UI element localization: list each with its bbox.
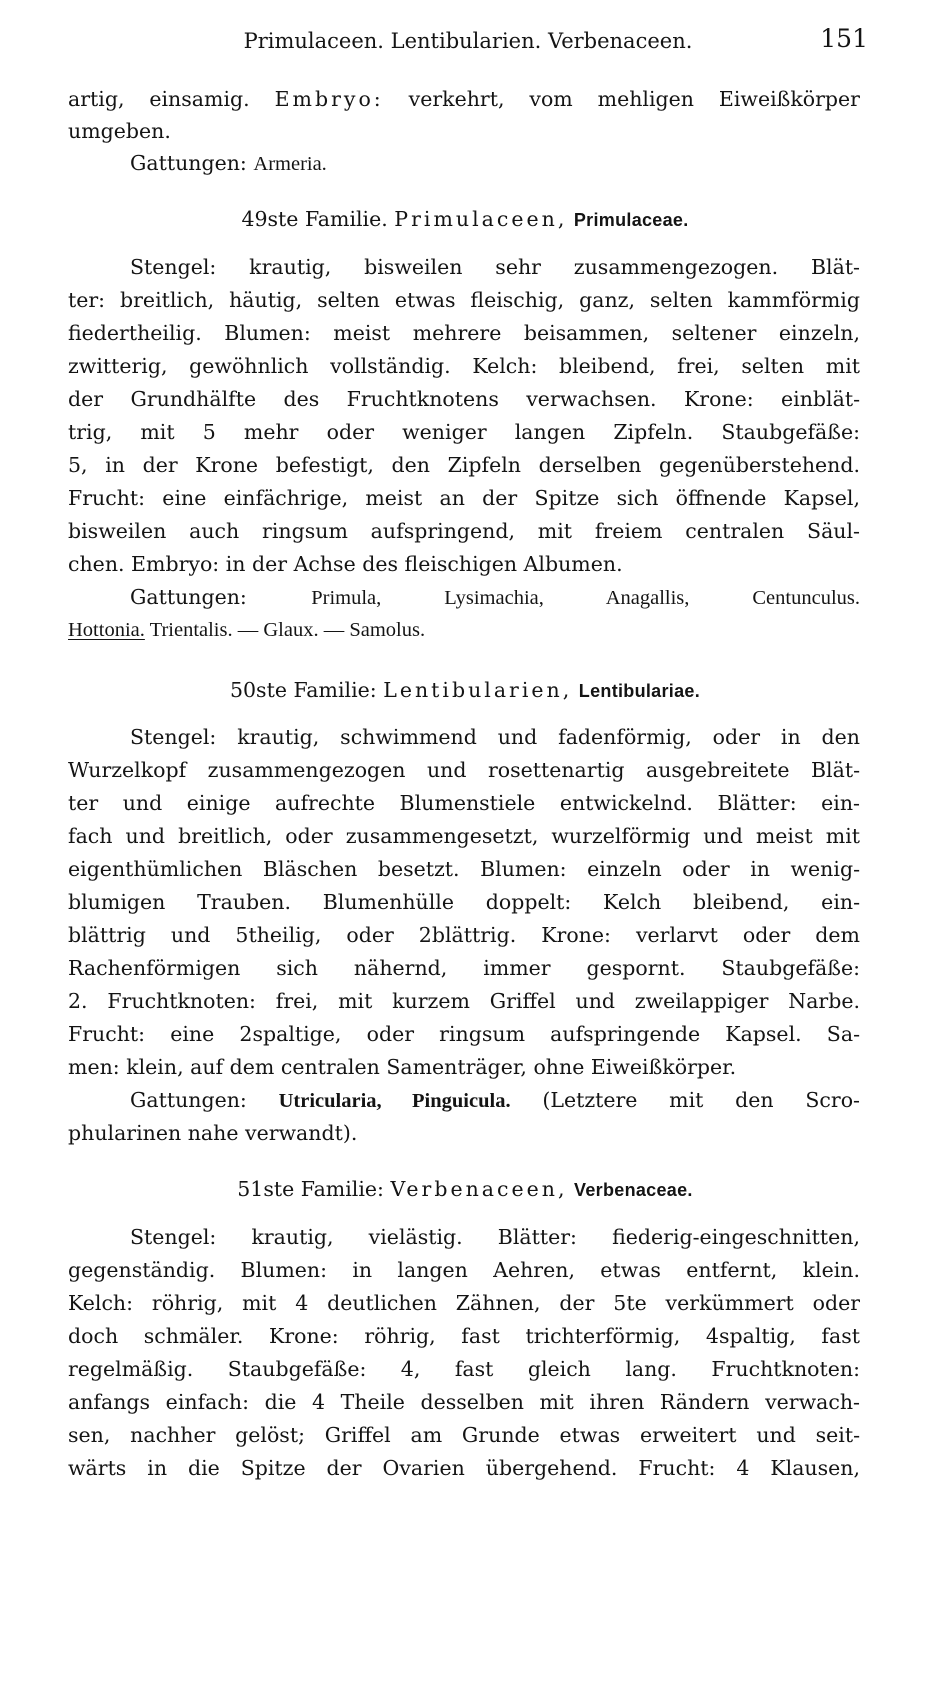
text-line: Stengel: krautig, vielästig. Blätter: fiederig-eingeschnitten, <box>130 1225 860 1249</box>
text-line: doch schmäler. Krone: röhrig, fast trichterförmig, 4spaltig, fast <box>68 1324 860 1348</box>
text-line: umgeben. <box>68 119 171 143</box>
text-line: 2. Fruchtknoten: frei, mit kurzem Griffel und zweilappiger Narbe. <box>68 989 860 1013</box>
text-line: Rachenförmigen sich nähernd, immer gespornt. Staubgefäße: <box>68 956 860 980</box>
text-line: regelmäßig. Staubgefäße: 4, fast gleich lang. Fruchtknoten: <box>68 1357 860 1381</box>
genera-note: (Letztere mit den Scro- <box>542 1088 860 1112</box>
text-line: men: klein, auf dem centralen Samenträger, ohne Eiweißkörper. <box>68 1055 737 1079</box>
family-number: 50ste Familie: <box>229 678 377 702</box>
genera-line <box>130 1083 860 1117</box>
family-number: 51ste Familie: <box>237 1177 384 1201</box>
genera-label: Gattungen: <box>130 151 247 175</box>
text-line: zwitterig, gewöhnlich vollständig. Kelch: bleibend, frei, selten mit <box>68 354 860 378</box>
genera-label: Gattungen: <box>130 1088 247 1112</box>
family-heading <box>0 202 930 236</box>
genera-label: Gattungen: <box>130 585 247 609</box>
genera-value: Armeria. <box>253 153 327 175</box>
genera-line <box>68 613 860 647</box>
text-line: ter und einige aufrechte Blumenstiele entwickelnd. Blätter: ein- <box>68 791 860 815</box>
family-heading <box>0 673 930 707</box>
family-name: Lentibularien, <box>383 678 573 702</box>
text-line: bisweilen auch ringsum aufspringend, mit freiem centralen Säul- <box>68 519 860 543</box>
text-line: Frucht: eine 2spaltige, oder ringsum aufspringende Kapsel. Sa- <box>68 1022 860 1046</box>
genera-line <box>130 580 860 614</box>
text-line: gegenständig. Blumen: in langen Aehren, etwas entfernt, klein. <box>68 1258 860 1282</box>
text-line: Stengel: krautig, bisweilen sehr zusammengezogen. Blät- <box>130 255 860 279</box>
text-line: fach und breitlich, oder zusammengesetzt, wurzelförmig und meist mit <box>68 824 860 848</box>
genera-line <box>130 146 860 180</box>
family-latin-name: Primulaceae. <box>573 210 689 230</box>
text-line: der Grundhälfte des Fruchtknotens verwachsen. Krone: einblät- <box>68 387 860 411</box>
text-span: artig, einsamig. <box>68 87 250 111</box>
text-line: 5, in der Krone befestigt, den Zipfeln derselben gegenüberstehend. <box>68 453 860 477</box>
page-number: 151 <box>820 24 868 53</box>
text-line: blättrig und 5theilig, oder 2blättrig. Krone: verlarvt oder dem <box>68 923 860 947</box>
family-latin-name: Verbenaceae. <box>574 1180 693 1200</box>
genera-value: Utricularia, Pinguicula. <box>278 1090 511 1112</box>
running-title: Primulaceen. Lentibularien. Verbenaceen. <box>243 29 693 53</box>
family-name: Verbenaceen, <box>390 1177 568 1201</box>
text-line: trig, mit 5 mehr oder weniger langen Zipfeln. Staubgefäße: <box>68 420 860 444</box>
text-line: fiedertheilig. Blumen: meist mehrere beisammen, seltener einzeln, <box>68 321 860 345</box>
genera-value: Trientalis. — Glaux. — Samolus. <box>149 619 426 641</box>
text-line: blumigen Trauben. Blumenhülle doppelt: Kelch bleibend, ein- <box>68 890 860 914</box>
family-heading <box>0 1172 930 1206</box>
family-number: 49ste Familie. <box>241 207 388 231</box>
text-line: eigenthümlichen Bläschen besetzt. Blumen: einzeln oder in wenig- <box>68 857 860 881</box>
text-line: Wurzelkopf zusammengezogen und rosettenartig ausgebreitete Blät- <box>68 758 860 782</box>
family-latin-name: Lentibulariae. <box>578 681 701 701</box>
text-span: verkehrt, vom mehligen Eiweißkörper <box>408 87 860 111</box>
term-label: Embryo: <box>274 87 384 111</box>
text-line: sen, nachher gelöst; Griffel am Grunde etwas erweitert und seit- <box>68 1423 860 1447</box>
text-line: wärts in die Spitze der Ovarien übergehend. Frucht: 4 Klausen, <box>68 1456 860 1480</box>
genera-value: Hottonia. <box>68 619 145 641</box>
text-line: chen. Embryo: in der Achse des fleischigen Albumen. <box>68 552 623 576</box>
text-line: Kelch: röhrig, mit 4 deutlichen Zähnen, der 5te verkümmert oder <box>68 1291 860 1315</box>
text-line: phularinen nahe verwandt). <box>68 1121 358 1145</box>
genera-value: Primula, Lysimachia, Anagallis, Centunculus. <box>311 587 860 609</box>
text-line: Frucht: eine einfächrige, meist an der Spitze sich öffnende Kapsel, <box>68 486 860 510</box>
family-name: Primulaceen, <box>394 207 568 231</box>
text-line <box>68 82 860 116</box>
text-line: Stengel: krautig, schwimmend und fadenförmig, oder in den <box>130 725 860 749</box>
text-line: anfangs einfach: die 4 Theile desselben mit ihren Rändern verwach- <box>68 1390 860 1414</box>
text-line: ter: breitlich, häutig, selten etwas fleischig, ganz, selten kammförmig <box>68 288 860 312</box>
